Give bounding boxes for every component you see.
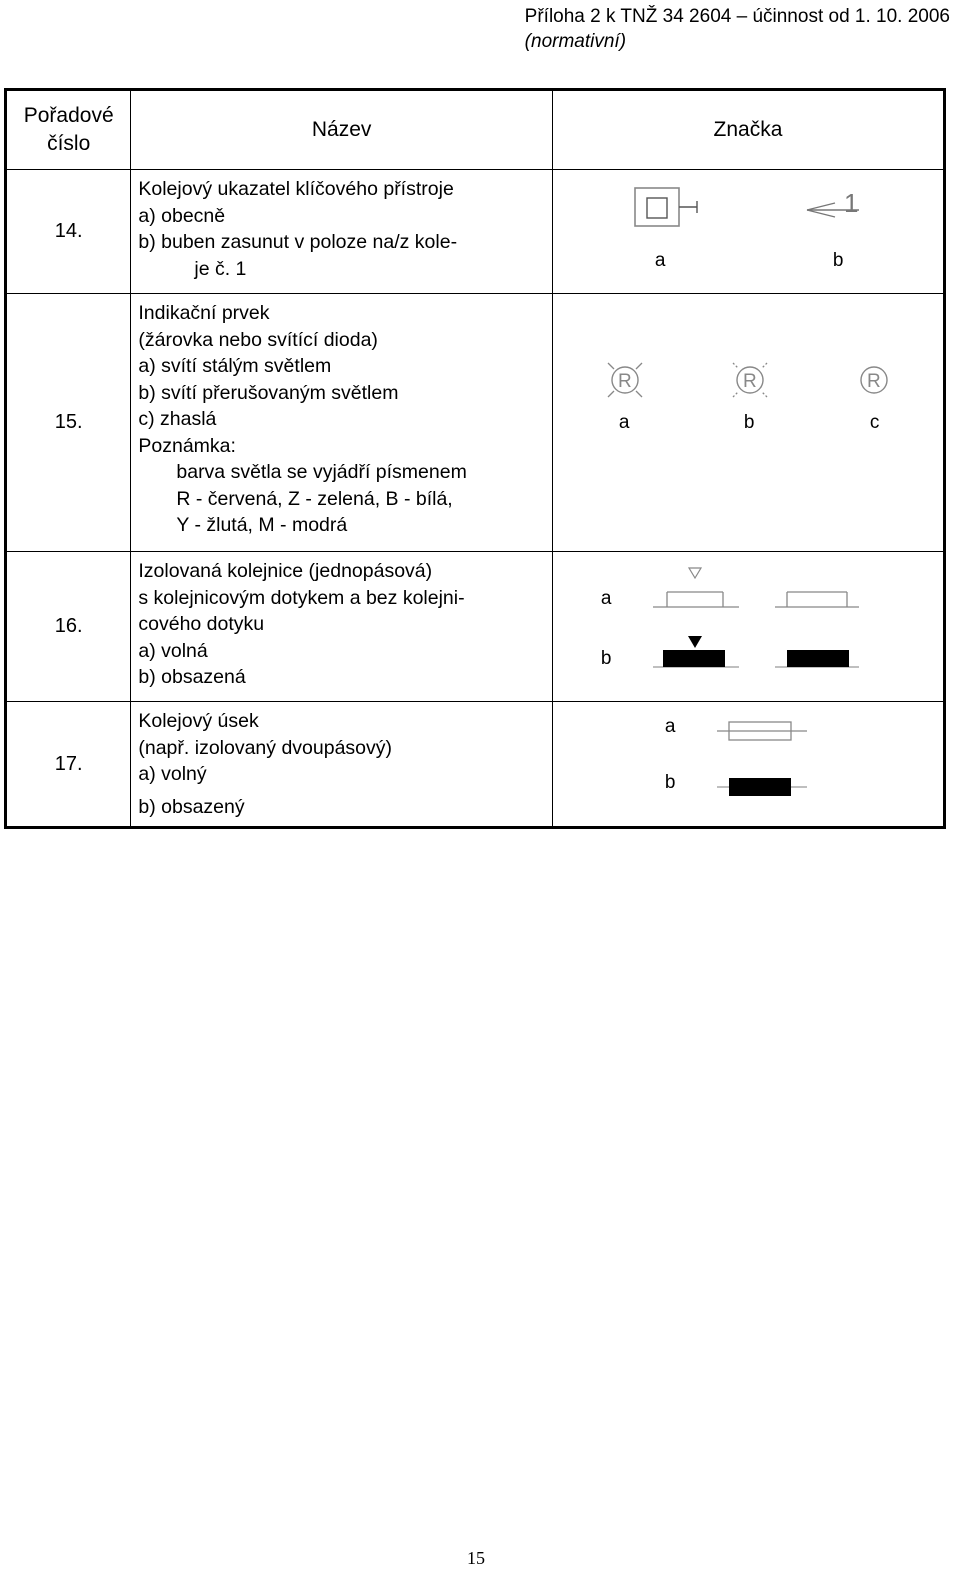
rail-free-with-contact	[653, 568, 739, 607]
symbol-outer-box	[635, 188, 679, 226]
svg-text:R: R	[617, 371, 632, 392]
name-line: c) zhaslá	[138, 408, 217, 430]
name-line: je č. 1	[194, 257, 247, 280]
symbol-label-a: a	[618, 412, 630, 433]
table-header-row	[6, 90, 945, 170]
table-row-17	[6, 702, 945, 828]
rail-occupied-without-contact	[775, 650, 859, 667]
note-line: Y - žlutá, M - modrá	[176, 514, 348, 536]
name-line: a) volný	[138, 763, 207, 785]
symbol-label-b: b	[664, 772, 676, 793]
row-number: 14.	[6, 170, 131, 294]
symbol-label-b: b	[832, 250, 844, 271]
name-line: a) obecně	[138, 204, 226, 227]
symbols-table	[4, 88, 946, 829]
svg-text:R: R	[742, 371, 757, 392]
symbol-label-b: b	[743, 412, 755, 433]
name-line: b) buben zasunut v poloze na/z kole-	[138, 231, 458, 253]
name-line: (žárovka nebo svítící dioda)	[138, 328, 378, 351]
name-line: Indikační prvek	[138, 302, 270, 324]
row-number: 16.	[6, 552, 131, 702]
symbol-label-b: b	[600, 648, 612, 669]
lamp-flashing-symbol	[733, 363, 767, 397]
symbol-label-a: a	[600, 588, 612, 609]
row-name	[131, 552, 553, 702]
track-section-symbols	[553, 702, 947, 826]
track-section-free	[717, 722, 807, 740]
rail-occupied-with-contact	[653, 636, 739, 667]
name-line: Izolovaná kolejnice (jednopásová)	[138, 560, 433, 582]
header-name: Název	[131, 90, 553, 170]
name-line: b) obsazená	[138, 666, 246, 688]
header-line-2: (normativní)	[524, 31, 627, 52]
symbol-number-text: 1	[843, 188, 859, 218]
row-name	[131, 294, 553, 552]
row-symbol	[552, 552, 944, 702]
page-number: 15	[467, 1548, 485, 1568]
lamp-off-symbol	[861, 367, 887, 393]
name-line: b) svítí přerušovaným světlem	[138, 381, 399, 404]
note-line: barva světla se vyjádří písmenem	[176, 461, 467, 483]
note-line: R - červená, Z - zelená, B - bílá,	[176, 487, 453, 510]
row-name	[131, 702, 553, 828]
key-indicator-symbol	[553, 170, 947, 292]
rail-free-without-contact	[775, 592, 859, 607]
name-line: a) svítí stálým světlem	[138, 355, 332, 377]
track-section-occupied	[717, 778, 807, 796]
row-symbol	[552, 170, 944, 294]
symbol-label-a: a	[664, 716, 676, 737]
name-line: b) obsazený	[138, 795, 245, 818]
header-number: Pořadové číslo	[6, 90, 131, 170]
header-symbol: Značka	[552, 90, 944, 170]
name-line: Kolejový úsek	[138, 710, 259, 732]
row-symbol	[552, 294, 944, 552]
name-line: Kolejový ukazatel klíčového přístroje	[138, 178, 454, 200]
header-line-1: Příloha 2 k TNŽ 34 2604 – účinnost od 1. 10. 2006	[524, 6, 950, 27]
row-number: 17.	[6, 702, 131, 828]
symbol-label-a: a	[654, 250, 666, 271]
symbol-label-c: c	[869, 412, 880, 433]
table-row-15	[6, 294, 945, 552]
document-header	[525, 4, 950, 54]
table-row-14	[6, 170, 945, 294]
name-line: cového dotyku	[138, 613, 265, 635]
note-heading: Poznámka:	[138, 434, 236, 457]
lamp-steady-symbol	[608, 363, 642, 397]
isolated-rail-symbols	[553, 552, 947, 700]
name-line: (např. izolovaný dvoupásový)	[138, 736, 393, 759]
row-symbol	[552, 702, 944, 828]
symbol-inner-box	[647, 198, 667, 218]
name-line: s kolejnicovým dotykem a bez kolejni-	[138, 586, 465, 609]
svg-text:R: R	[866, 371, 881, 392]
row-number: 15.	[6, 294, 131, 552]
table-row-16	[6, 552, 945, 702]
row-name	[131, 170, 553, 294]
name-line: a) volná	[138, 639, 208, 662]
